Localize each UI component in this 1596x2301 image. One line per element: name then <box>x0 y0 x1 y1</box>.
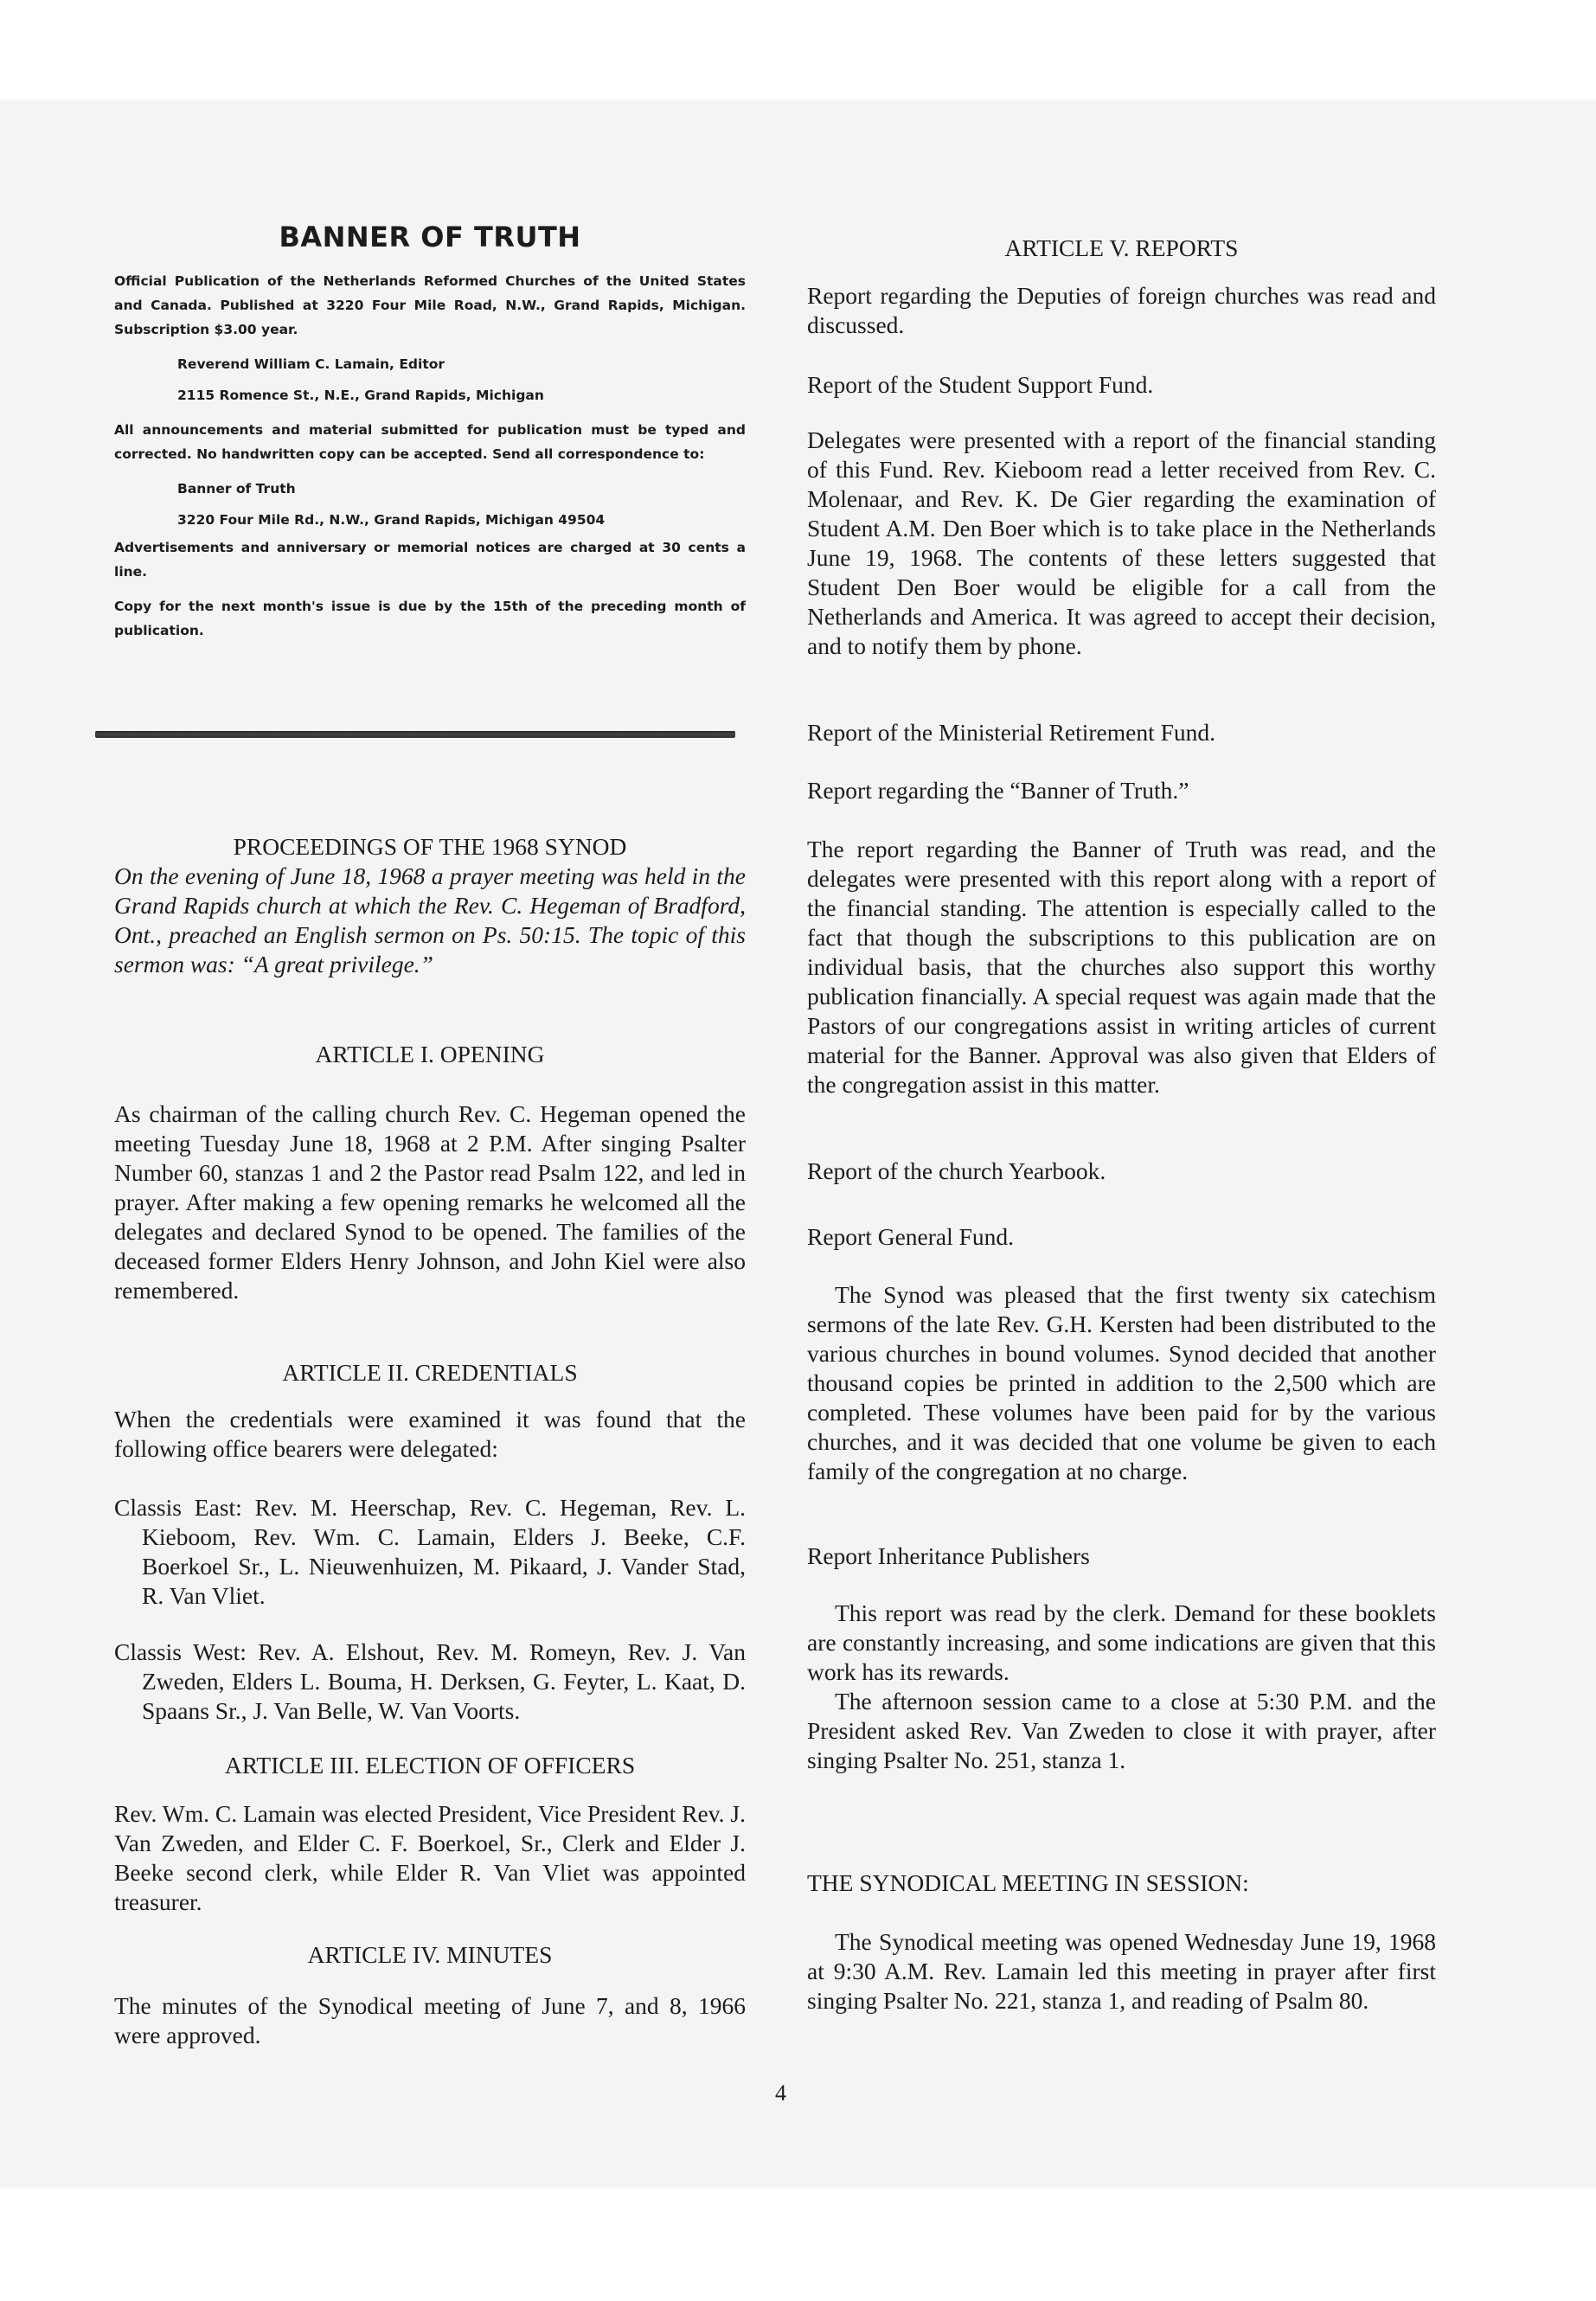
article-2-heading: ARTICLE II. CREDENTIALS <box>282 1359 578 1386</box>
afternoon-close: The afternoon session came to a close at 5:30 P.M. and the President asked Rev. Van Zweden to close it with prayer, after singing Psalter No. 251, stanza 1. <box>807 1688 1436 1773</box>
report-banner-title: Report regarding the “Banner of Truth.” <box>807 777 1189 804</box>
page-number: 4 <box>775 2080 786 2106</box>
report-student-block <box>807 426 1436 661</box>
article-5 <box>807 234 1436 263</box>
session-block <box>807 1927 1436 2016</box>
masthead-title: BANNER OF TRUTH <box>279 221 581 253</box>
report-banner-block <box>807 835 1436 1099</box>
session-heading: THE SYNODICAL MEETING IN SESSION: <box>807 1869 1249 1896</box>
advertisement-note: Advertisements and anniversary or memorial notices are charged at 30 cents a line. <box>114 540 746 580</box>
report-student-title-block <box>807 370 1436 400</box>
report-general-block <box>807 1280 1436 1486</box>
report-yearbook: Report of the church Yearbook. <box>807 1157 1106 1184</box>
article-4-body <box>114 1991 746 2050</box>
report-retirement: Report of the Ministerial Retirement Fund. <box>807 719 1215 746</box>
submission-note: All announcements and material submitted for publication must be typed and corrected. No handwritten copy can be accepted. Send all correspondence to: <box>114 422 746 462</box>
report-general-title: Report General Fund. <box>807 1223 1015 1250</box>
report-general-title-block <box>807 1222 1436 1252</box>
article-4 <box>114 1940 746 1970</box>
report-inheritance-text: This report was read by the clerk. Demand for these booklets are constantly increasing, and some indications are given that this work has its rewards. <box>807 1599 1436 1685</box>
report-foreign-block <box>807 281 1436 340</box>
editor-name: Reverend William C. Lamain, Editor <box>177 356 445 372</box>
classis-west: Classis West: Rev. A. Elshout, Rev. M. Romeyn, Rev. J. Van Zweden, Elders L. Bouma, H. Derksen, G. Feyter, L. Kaat, D. Spaans Sr., J. Van Belle, W. Van Voorts. <box>114 1638 746 1724</box>
session-heading-block <box>807 1868 1436 1898</box>
article-5-heading: ARTICLE V. REPORTS <box>1004 234 1239 261</box>
article-3-body <box>114 1799 746 1917</box>
classis-east: Classis East: Rev. M. Heerschap, Rev. C. Hegeman, Rev. L. Kieboom, Rev. Wm. C. Lamain, Elders J. Beeke, C.F. Boerkoel Sr., L. Nieuwenhuizen, M. Pikaard, J. Vander Stad, R. Van Vliet. <box>114 1494 746 1609</box>
correspondence-name: Banner of Truth <box>177 481 296 497</box>
article-1-text: As chairman of the calling church Rev. C. Hegeman opened the meeting Tuesday June 18, 1968 at 2 P.M. After singing Psalter Number 60, stanzas 1 and 2 the Pastor read Psalm 122, and led in prayer. After making a few opening remarks he welcomed all the delegates and declared Synod to be opened. The families of the deceased former Elders Henry Johnson, and John Kiel were also remembered. <box>114 1100 746 1304</box>
report-banner-text: The report regarding the Banner of Truth was read, and the delegates were presented with this report along with a report of the financial standing. The attention is especially called to the fact that though the subscriptions to this publication are on individual basis, that the churches also support this worthy publication financially. A special request was again made that the Pastors of our congregations assist in writing articles of current material for the Banner. Approval was also given that Elders of the congregation assist in this matter. <box>807 836 1436 1098</box>
report-general-text: The Synod was pleased that the first twenty six catechism sermons of the late Rev. G.H. Kersten had been distributed to the various churches in bound volumes. Synod decided that another thousand copies be printed in addition to the 2,500 which are completed. These volumes have been paid for by the various churches, and it was decided that one volume be given to each family of the congregation at no charge. <box>807 1281 1436 1484</box>
article-3-text: Rev. Wm. C. Lamain was elected President, Vice President Rev. J. Van Zweden, and Elder C. F. Boerkoel, Sr., Clerk and Elder J. Beeke second clerk, while Elder R. Van Vliet was appointed treasurer. <box>114 1800 746 1915</box>
article-1-heading: ARTICLE I. OPENING <box>315 1041 545 1067</box>
classis-west-block <box>114 1638 746 1726</box>
publication-info: Official Publication of the Netherlands Reformed Churches of the United States and Canada. Published at 3220 Four Mile Road, N.W., Grand Rapids, Michigan. Subscription $3.00 year. <box>114 273 746 337</box>
report-foreign: Report regarding the Deputies of foreign churches was read and discussed. <box>807 282 1436 338</box>
classis-east-block <box>114 1493 746 1611</box>
report-yearbook-block <box>807 1157 1436 1186</box>
proceedings-section <box>114 832 746 979</box>
editor-address: 2115 Romence St., N.E., Grand Rapids, Michigan <box>177 388 544 403</box>
article-3 <box>114 1751 746 1780</box>
deadline-note: Copy for the next month's issue is due by the 15th of the preceding month of publication. <box>114 599 746 638</box>
proceedings-title: PROCEEDINGS OF THE 1968 SYNOD <box>233 833 627 860</box>
article-4-heading: ARTICLE IV. MINUTES <box>307 1941 553 1968</box>
article-4-text: The minutes of the Synodical meeting of June 7, and 8, 1966 were approved. <box>114 1992 746 2048</box>
proceedings-intro: On the evening of June 18, 1968 a prayer meeting was held in the Grand Rapids church at which the Rev. C. Hegeman of Bradford, Ont., preached an English sermon on Ps. 50:15. The topic of this sermon was: “A great privilege.” <box>114 862 746 977</box>
report-inheritance-title: Report Inheritance Publishers <box>807 1542 1090 1569</box>
report-inheritance-title-block <box>807 1541 1436 1571</box>
article-1 <box>114 1040 746 1069</box>
masthead <box>114 221 746 653</box>
article-1-body <box>114 1099 746 1305</box>
report-retirement-block <box>807 718 1436 747</box>
article-2-body <box>114 1405 746 1464</box>
article-2-text: When the credentials were examined it was found that the following office bearers were delegated: <box>114 1406 746 1462</box>
session-text: The Synodical meeting was opened Wednesday June 19, 1968 at 9:30 A.M. Rev. Lamain led this meeting in prayer after first singing Psalter No. 221, stanza 1, and reading of Psalm 80. <box>807 1928 1436 2014</box>
report-student-text: Delegates were presented with a report of the financial standing of this Fund. Rev. Kieboom read a letter received from Rev. C. Molenaar, and Rev. K. De Gier regarding the examination of Student A.M. Den Boer which is to take place in the Netherlands June 19, 1968. The contents of these letters suggested that Student Den Boer would be eligible for a call from the Netherlands and America. It was agreed to accept their decision, and to notify them by phone. <box>807 426 1436 659</box>
page-top-margin <box>0 0 1596 99</box>
correspondence-address: 3220 Four Mile Rd., N.W., Grand Rapids, Michigan 49504 <box>177 512 606 528</box>
article-3-heading: ARTICLE III. ELECTION OF OFFICERS <box>224 1752 636 1779</box>
masthead-divider <box>95 731 735 738</box>
report-inheritance-block <box>807 1599 1436 1775</box>
report-student-title: Report of the Student Support Fund. <box>807 371 1154 398</box>
page-bottom-margin <box>0 2189 1596 2301</box>
report-banner-title-block <box>807 776 1436 805</box>
article-2 <box>114 1358 746 1388</box>
